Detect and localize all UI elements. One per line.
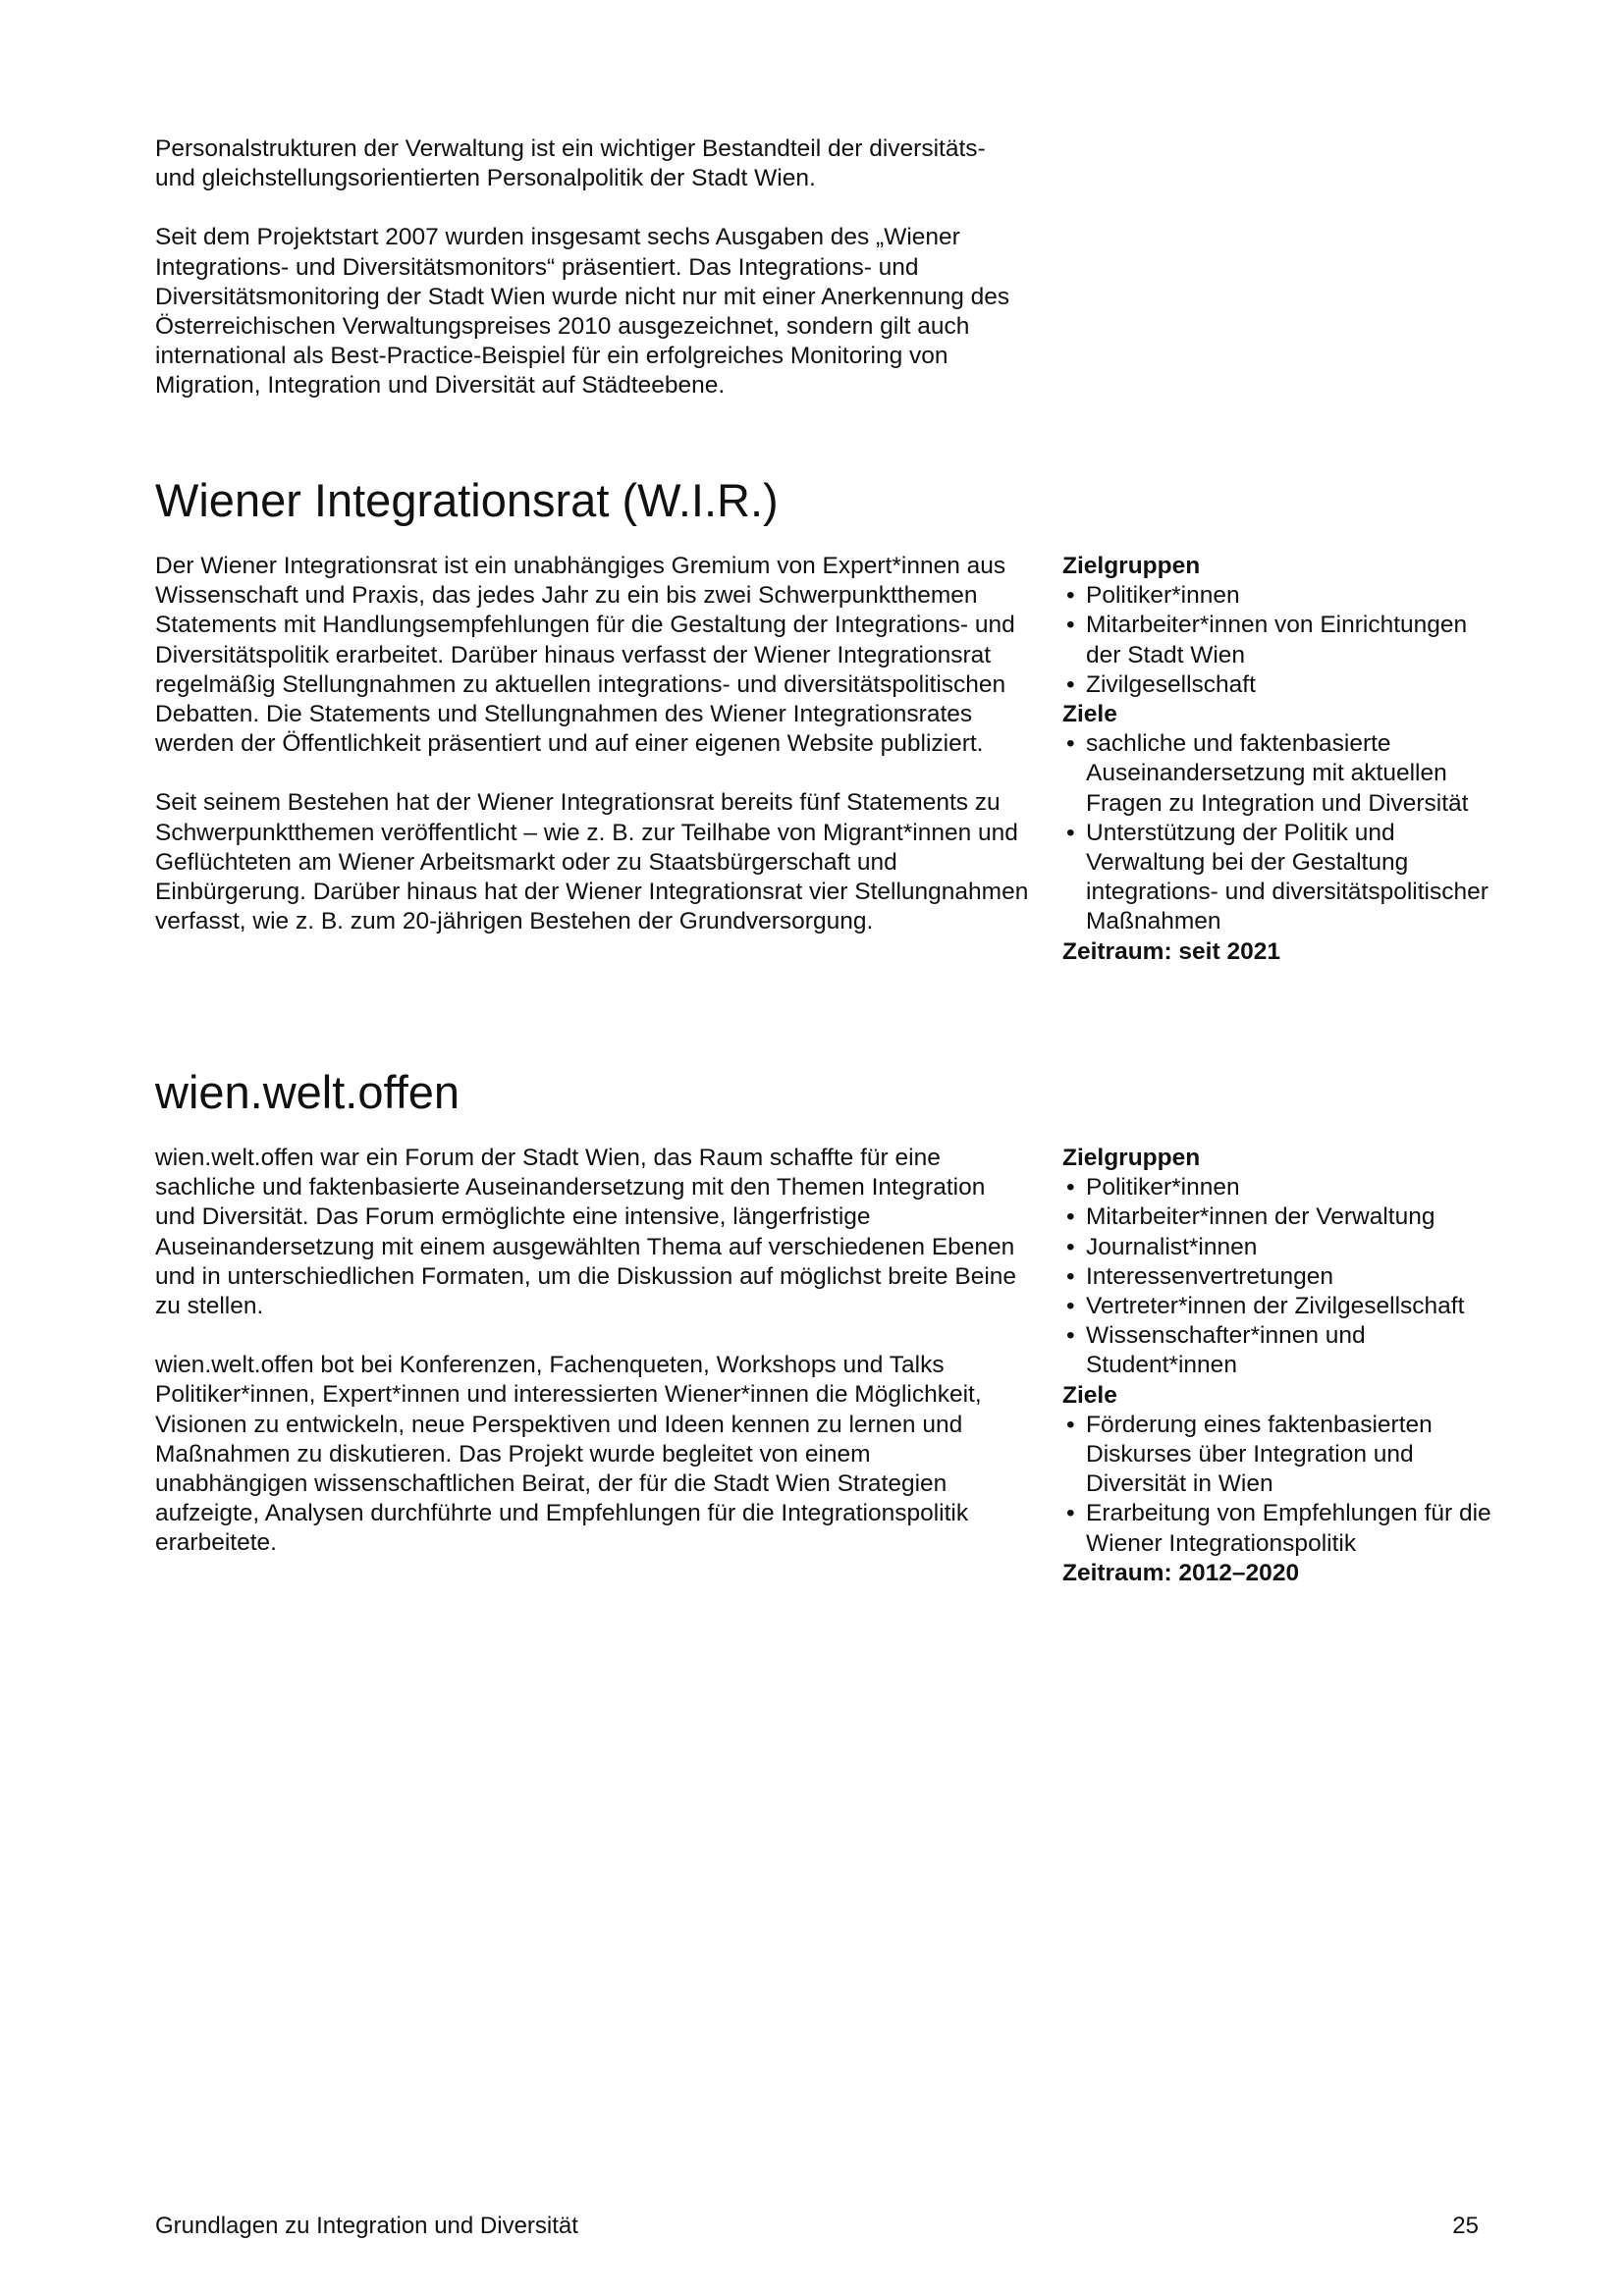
intro-paragraph: Seit dem Projektstart 2007 wurden insgesamt sechs Ausgaben des „Wiener Integrations- und Diversitätsmonitors“ präsentiert. Das Integrations- und Diversitätsmonitoring der Stadt Wien wurde nicht nur mit einer Anerkennung des Österreichischen Verwaltungspreises 2010 ausgezeichnet, sondern gilt auch international als Best-Practice-Beispiel für ein erfolgreiches Monitoring von Migration, Integration und Diversität auf Städteebene. (155, 224, 1010, 400)
target-list (1062, 1173, 1494, 1380)
section-title-wien-welt-offen: wien.welt.offen (155, 1066, 460, 1118)
intro-text (155, 134, 1029, 401)
list-item: • Mitarbeiter*innen der Verwaltung (1062, 1202, 1494, 1232)
bullet-icon: • (1066, 730, 1075, 758)
footer-title: Grundlagen zu Integration und Diversität (155, 2213, 578, 2239)
bullet-icon: • (1066, 670, 1075, 698)
sidebar-period: Zeitraum: 2012–2020 (1062, 1559, 1300, 1586)
list-item: • Förderung eines faktenbasierten Diskurses über Integration und Diversität in Wien (1066, 1411, 1433, 1498)
goal-list (1062, 729, 1494, 936)
list-item: • Vertreter*innen der Zivilgesellschaft (1062, 1292, 1494, 1321)
bullet-icon: • (1066, 1411, 1075, 1438)
list-item: • Unterstützung der Politik und Verwaltung bei der Gestaltung integrations- und diversitätspolitischer Maßnahmen (1066, 819, 1489, 935)
body-paragraph: Der Wiener Integrationsrat ist ein unabhängiges Gremium von Expert*innen aus Wissenschaft und Praxis, das jedes Jahr zu ein bis zwei Schwerpunktthemen Statements mit Handlungsempfehlungen für die Gestaltung der Integrations- und Diversitätspolitik erarbeitet. Darüber hinaus verfasst der Wiener Integrationsrat regelmäßig Stellungnahmen zu aktuellen integrations- und diversitätspolitischen Debatten. Die Statements und Stellungnahmen des Wiener Integrationsrates werden der Öffentlichkeit präsentiert und auf einer eigenen Website publiziert. (155, 553, 1015, 758)
target-list (1062, 581, 1494, 700)
list-item: • Erarbeitung von Empfehlungen für die Wiener Integrationspolitik (1066, 1500, 1491, 1557)
sidebar-wien-welt-offen (1062, 1144, 1494, 1588)
list-item: • Journalist*innen (1062, 1233, 1494, 1262)
bullet-icon: • (1066, 1174, 1075, 1201)
sidebar-integrationsrat (1062, 552, 1494, 967)
list-item: • Mitarbeiter*innen von Einrichtungen der Stadt Wien (1066, 612, 1468, 668)
section-body-integrationsrat (155, 552, 1029, 936)
section-body-wien-welt-offen (155, 1144, 1029, 1559)
bullet-icon: • (1066, 1500, 1075, 1527)
list-item: • Wissenschafter*innen und Student*innen (1066, 1322, 1366, 1379)
bullet-icon: • (1066, 1322, 1075, 1350)
page-number: 25 (1452, 2213, 1479, 2239)
bullet-icon: • (1066, 582, 1075, 610)
sidebar-heading-goals: Ziele (1062, 1381, 1117, 1409)
sidebar-heading-targets: Zielgruppen (1062, 553, 1201, 579)
section-title-integrationsrat: Wiener Integrationsrat (W.I.R.) (155, 474, 779, 526)
bullet-icon: • (1066, 1203, 1075, 1231)
sidebar-heading-goals: Ziele (1062, 701, 1117, 728)
intro-paragraph: Personalstrukturen der Verwaltung ist ein wichtiger Bestandteil der diversitäts- und gleichstellungsorientierten Personalpolitik der Stadt Wien. (155, 135, 986, 192)
bullet-icon: • (1066, 819, 1075, 846)
body-paragraph: wien.welt.offen war ein Forum der Stadt Wien, das Raum schaffte für eine sachliche und faktenbasierte Auseinandersetzung mit den Themen Integration und Diversität. Das Forum ermöglichte eine intensive, längerfristige Auseinandersetzung mit einem ausgewählten Thema auf verschiedenen Ebenen und in unterschiedlichen Formaten, um die Diskussion auf möglichst breite Beine zu stellen. (155, 1145, 1017, 1320)
list-item: • Zivilgesellschaft (1062, 670, 1494, 700)
list-item: • Politiker*innen (1062, 1173, 1494, 1202)
body-paragraph: Seit seinem Bestehen hat der Wiener Integrationsrat bereits fünf Statements zu Schwerpunktthemen veröffentlicht – wie z. B. zur Teilhabe von Migrant*innen und Geflüchteten am Wiener Arbeitsmarkt oder zu Staatsbürgerschaft und Einbürgerung. Darüber hinaus hat der Wiener Integrationsrat vier Stellungnahmen verfasst, wie z. B. zum 20-jährigen Bestehen der Grundversorgung. (155, 789, 1029, 935)
body-paragraph: wien.welt.offen bot bei Konferenzen, Fachenqueten, Workshops und Talks Politiker*innen, Expert*innen und interessierten Wiener*innen die Möglichkeit, Visionen zu entwickeln, neue Perspektiven und Ideen kennen zu lernen und Maßnahmen zu diskutieren. Das Projekt wurde begleitet von einem unabhängigen wissenschaftlichen Beirat, der für die Stadt Wien Strategien aufzeigte, Analysen durchführte und Empfehlungen für die Integrationspolitik erarbeitete. (155, 1352, 982, 1557)
list-item: • Interessenvertretungen (1062, 1262, 1494, 1292)
bullet-icon: • (1066, 612, 1075, 639)
list-item: • Politiker*innen (1062, 581, 1494, 611)
bullet-icon: • (1066, 1262, 1075, 1290)
sidebar-heading-targets: Zielgruppen (1062, 1145, 1201, 1171)
goal-list (1062, 1411, 1494, 1559)
sidebar-period: Zeitraum: seit 2021 (1062, 937, 1280, 965)
bullet-icon: • (1066, 1293, 1075, 1320)
bullet-icon: • (1066, 1233, 1075, 1260)
list-item: • sachliche und faktenbasierte Auseinandersetzung mit aktuellen Fragen zu Integration und Diversität (1066, 730, 1469, 817)
